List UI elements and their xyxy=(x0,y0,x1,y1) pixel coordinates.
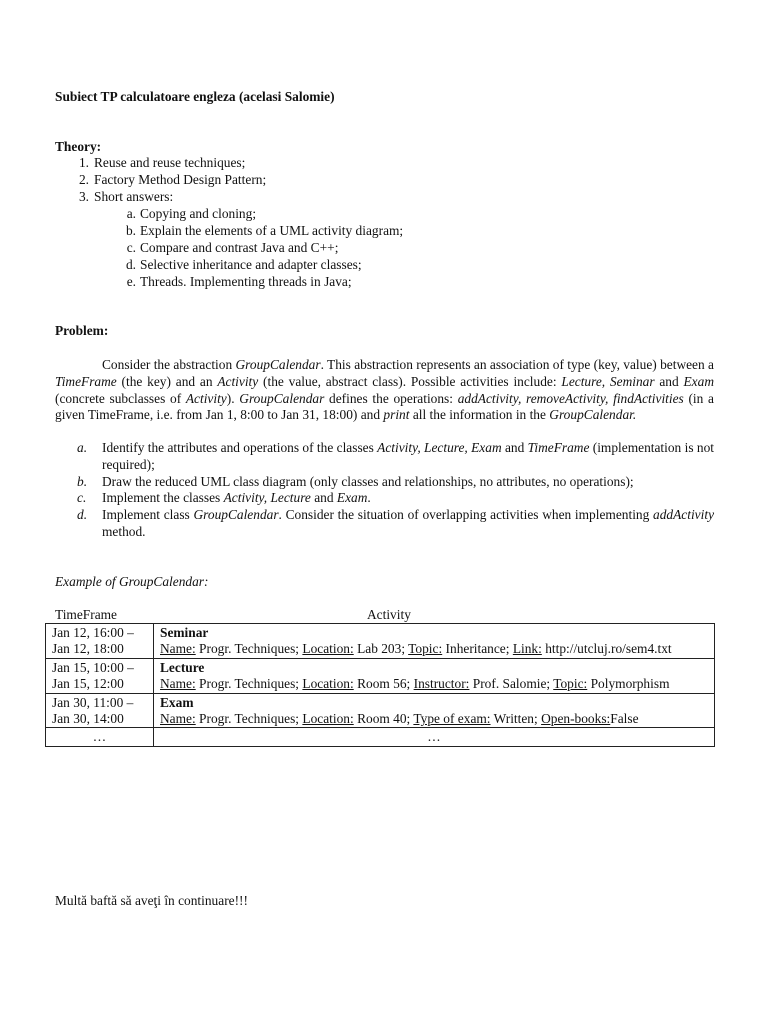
table-row xyxy=(46,658,715,693)
task-label: c. xyxy=(77,490,87,506)
theory-subitem-text: Copying and cloning; xyxy=(140,206,257,221)
ellipsis-cell: … xyxy=(154,728,715,746)
table-row xyxy=(46,693,715,728)
theory-subitem-letter: d. xyxy=(125,257,136,272)
table-row xyxy=(46,624,715,659)
table-row-ellipsis xyxy=(46,728,715,746)
problem-paragraph: Consider the abstraction GroupCalendar. This abstraction represents an association of type (key, value) between a TimeFrame (the key) and an Activity (the value, abstract class). Possible activities include: Lecture, Seminar and Exam (concrete subclasses of Activity). GroupCalendar defines the operations: addActivity, removeActivity, findActivities (in a given TimeFrame, i.e. from Jan 1, 8:00 to Jan 31, 18:00) and print all the information in the GroupCalendar. xyxy=(55,357,714,423)
theory-subitem-letter: b. xyxy=(125,223,136,238)
theory-subitem-text: Selective inheritance and adapter classes; xyxy=(140,257,362,272)
closing-note: Multă baftă să aveţi în continuare!!! xyxy=(55,893,248,908)
theory-subitem-text: Threads. Implementing threads in Java; xyxy=(140,274,352,289)
theory-item-text: Factory Method Design Pattern; xyxy=(94,172,267,187)
group-calendar-table xyxy=(45,623,715,747)
task-label: a. xyxy=(77,440,88,455)
theory-item-number: 3. xyxy=(78,189,89,204)
problem-task: d. Implement class GroupCalendar. Consider the situation of overlapping activities when implementing addActivity method. xyxy=(77,507,715,539)
ellipsis-cell: … xyxy=(46,728,154,746)
theory-item-number: 2. xyxy=(78,172,89,187)
problem-task: c. Implement the classes Activity, Lecture and Exam. xyxy=(77,490,371,506)
problem-task: a. Identify the attributes and operations of the classes Activity, Lecture, Exam and TimeFrame (implementation is not required); xyxy=(77,440,714,472)
document-title: Subiect TP calculatoare engleza (acelasi Salomie) xyxy=(55,89,335,104)
timeframe-cell: Jan 12, 16:00 – Jan 12, 18:00 xyxy=(46,624,154,659)
activity-type: Lecture xyxy=(160,659,205,675)
problem-task-list xyxy=(55,440,714,541)
theory-subitem-letter: a. xyxy=(126,206,136,221)
timeframe-cell: Jan 30, 11:00 – Jan 30, 14:00 xyxy=(46,693,154,728)
theory-subitem-text: Explain the elements of a UML activity diagram; xyxy=(140,223,404,238)
theory-subitem-letter: c. xyxy=(126,240,136,255)
theory-item-number: 1. xyxy=(78,155,89,170)
theory-item-text: Short answers: xyxy=(94,189,174,204)
activity-cell: Lecture Name: Progr. Techniques; Location: Room 56; Instructor: Prof. Salomie; Topic: Polymorphism xyxy=(154,658,715,693)
problem-task: b. Draw the reduced UML class diagram (only classes and relationships, no attributes, no operations); xyxy=(77,473,634,489)
problem-heading: Problem: xyxy=(55,323,109,338)
activity-cell: Exam Name: Progr. Techniques; Location: Room 40; Type of exam: Written; Open-books:False xyxy=(154,693,715,728)
task-label: b. xyxy=(77,473,88,489)
column-header-timeframe: TimeFrame xyxy=(55,607,117,622)
theory-heading: Theory: xyxy=(55,139,102,154)
activity-type: Seminar xyxy=(160,625,209,640)
table-column-headers xyxy=(55,607,714,624)
timeframe-cell: Jan 15, 10:00 – Jan 15, 12:00 xyxy=(46,658,154,693)
column-header-activity: Activity xyxy=(367,607,411,622)
task-label: d. xyxy=(77,507,88,523)
activity-type: Exam xyxy=(160,694,194,710)
theory-subitem-text: Compare and contrast Java and C++; xyxy=(140,240,339,255)
theory-subitem-letter: e. xyxy=(126,274,136,289)
activity-cell: Seminar Name: Progr. Techniques; Location: Lab 203; Topic: Inheritance; Link: http://utcluj.ro/sem4.txt xyxy=(154,624,715,659)
theory-item-text: Reuse and reuse techniques; xyxy=(94,155,246,170)
example-label: Example of GroupCalendar: xyxy=(55,574,209,589)
